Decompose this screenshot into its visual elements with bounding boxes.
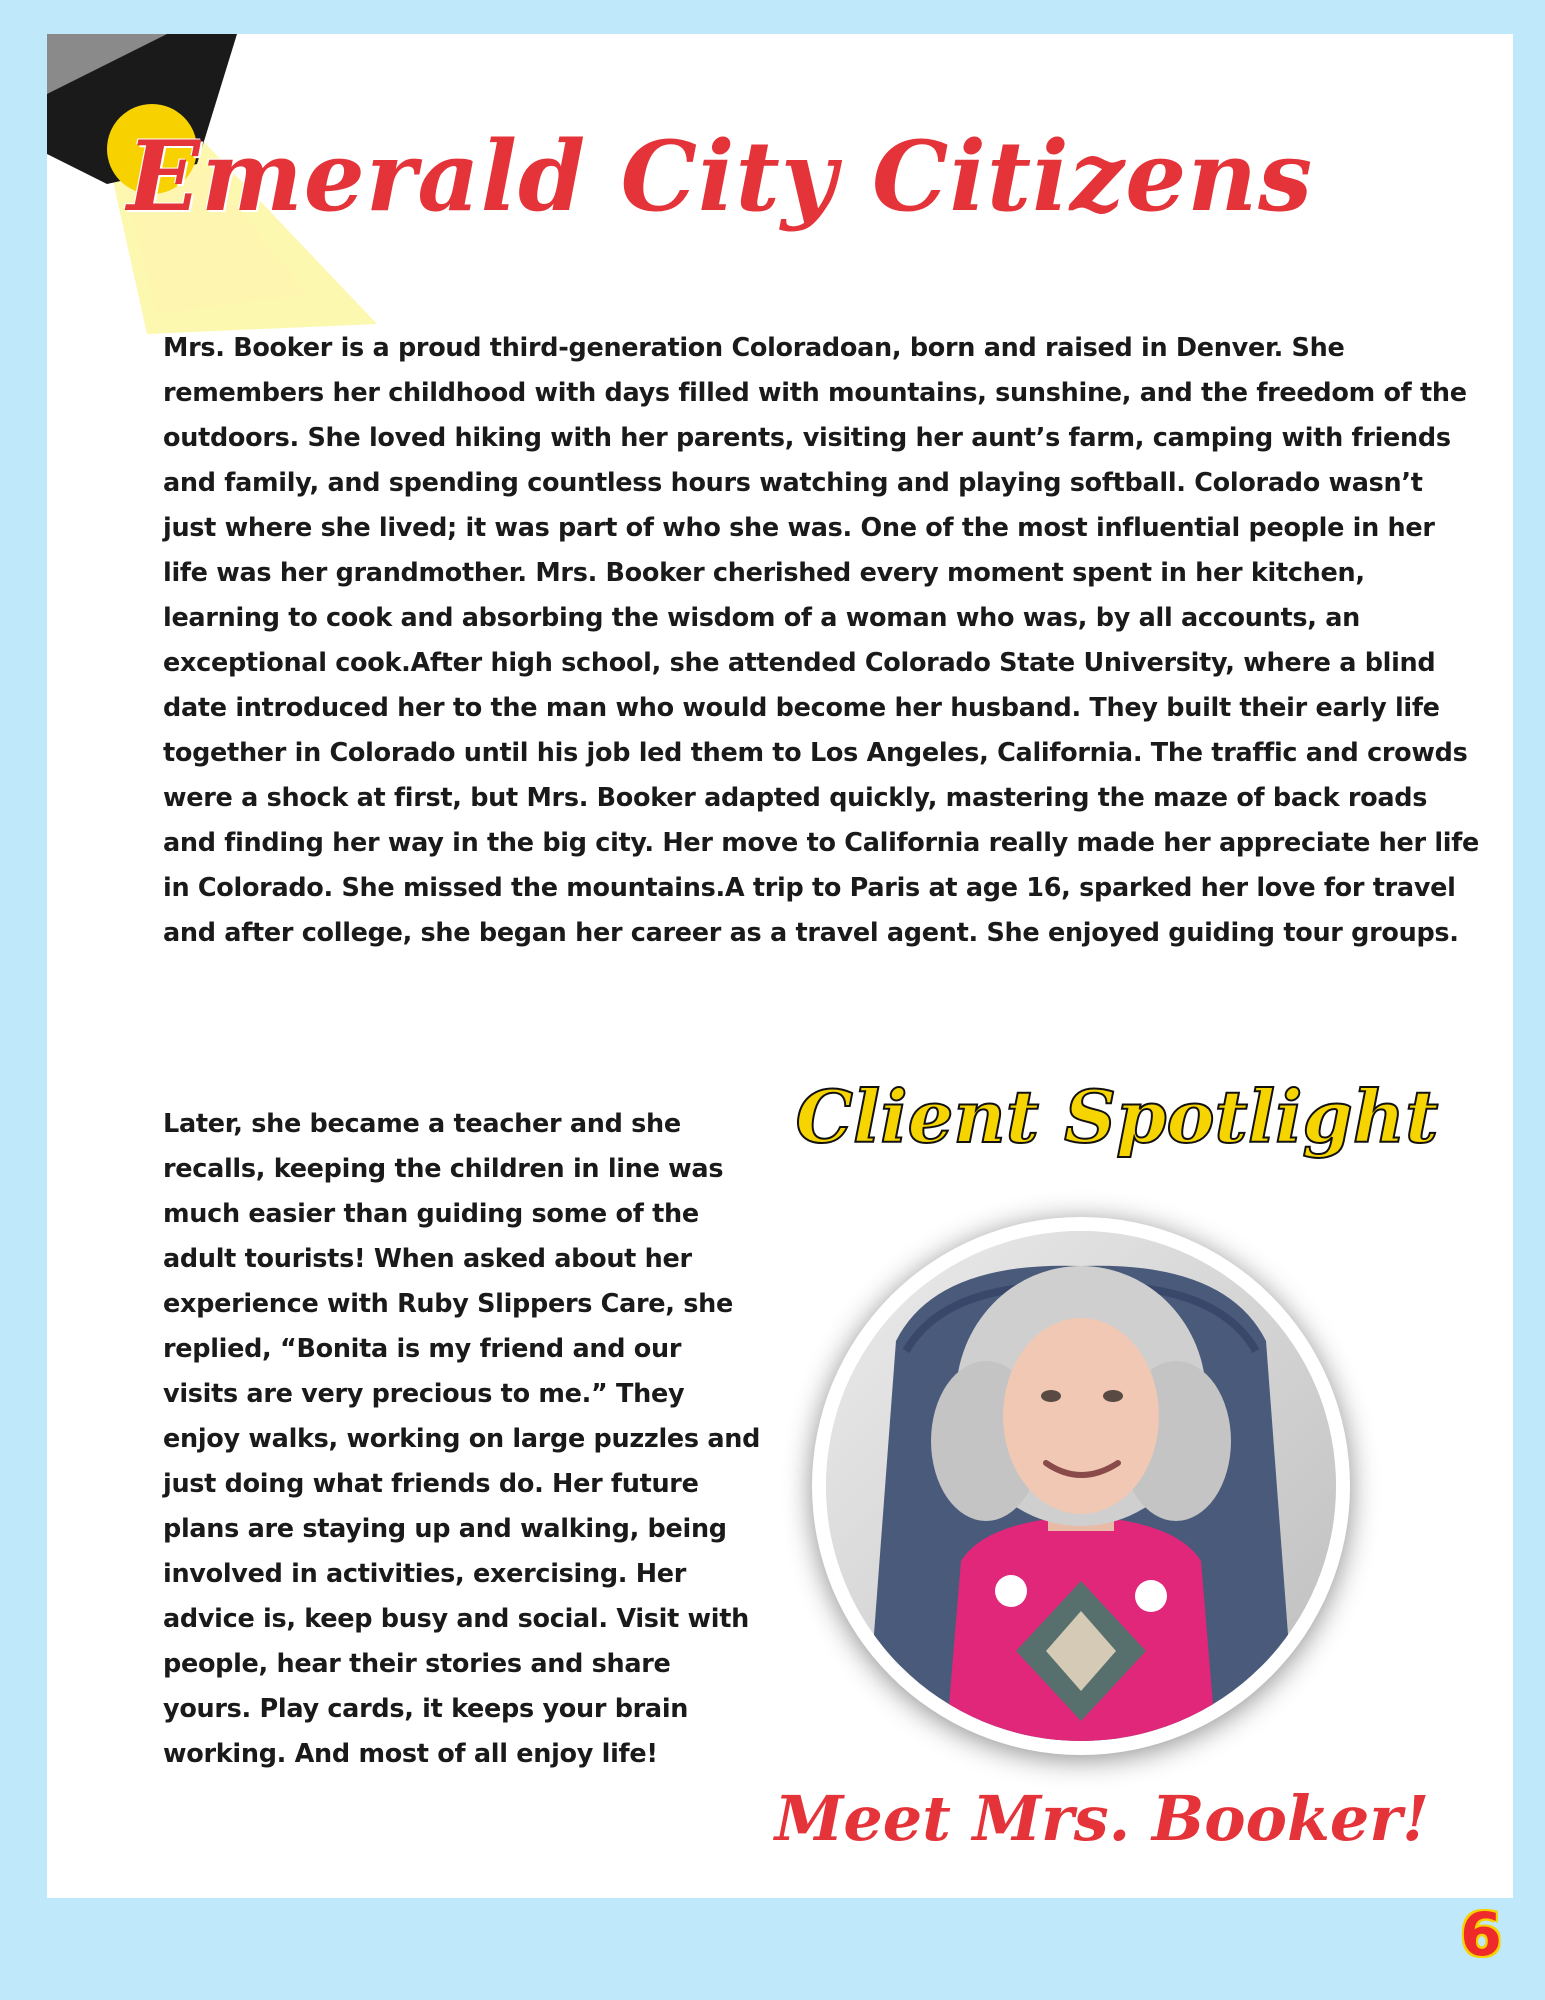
client-spotlight-heading: Client Spotlight [795, 1074, 1439, 1159]
page-number: 6 [1460, 1900, 1502, 1970]
newsletter-page [47, 34, 1513, 1898]
article-paragraph-2: Later, she became a teacher and she recalls, keeping the children in line was much easier than guiding some of the adult tourists! When asked about her experience with Ruby Slippers Care, she replied, “Bonita is my friend and our visits are very precious to me.” They enjoy walks, working on large puzzles and just doing what friends do. Her future plans are staying up and walking, being involved in activities, exercising. Her advice is, keep busy and social. Visit with people, hear their stories and share yours. Play cards, it keeps your brain working. And most of all enjoy life! [163, 1109, 761, 1769]
page-title: Emerald City Citizens [127, 120, 1314, 233]
meet-caption: Meet Mrs. Booker! [774, 1782, 1430, 1855]
portrait-photo [826, 1231, 1336, 1741]
portrait-frame [812, 1217, 1350, 1755]
article-paragraph-1: Mrs. Booker is a proud third-generation Coloradoan, born and raised in Denver. She remembers her childhood with days filled with mountains, sunshine, and the freedom of the outdoors. She loved hiking with her parents, visiting her aunt’s farm, camping with friends and family, and spending countless hours watching and playing softball. Colorado wasn’t just where she lived; it was part of who she was. One of the most influential people in her life was her grandmother. Mrs. Booker cherished every moment spent in her kitchen, learning to cook and absorbing the wisdom of a woman who was, by all accounts, an exceptional cook.After high school, she attended Colorado State University, where a blind date introduced her to the man who would become her husband. They built their early life together in Colorado until his job led them to Los Angeles, California. The traffic and crowds were a shock at first, but Mrs. Booker adapted quickly, mastering the maze of back roads and finding her way in the big city. Her move to California really made her appreciate her life in Colorado. She missed the mountains.A trip to Paris at age 16, sparked her love for travel and after college, she began her career as a travel agent. She enjoyed guiding tour groups. [163, 333, 1480, 948]
portrait-illustration-icon [826, 1231, 1336, 1741]
